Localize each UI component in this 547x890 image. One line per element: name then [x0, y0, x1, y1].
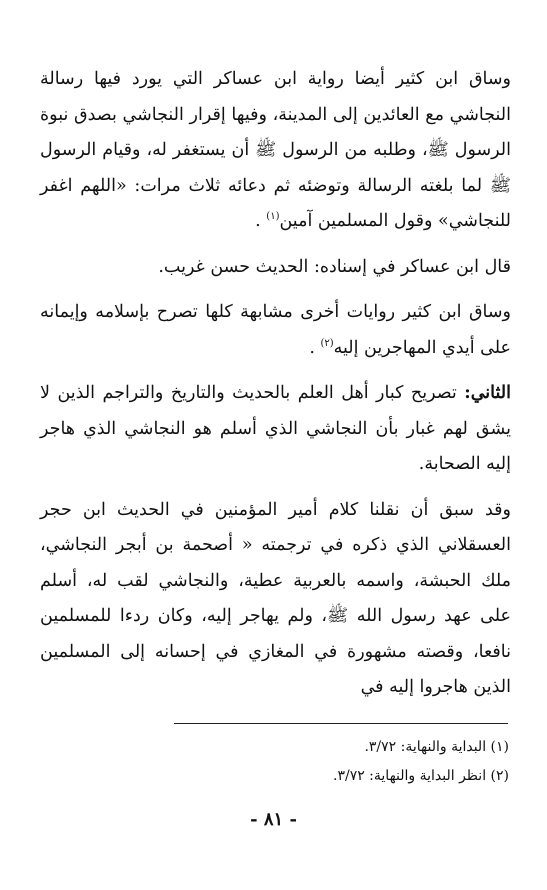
paragraph-1 [40, 62, 511, 240]
footnote-ref-1[interactable]: (١) [266, 211, 280, 223]
footnote-2: (٢) انظر البداية والنهاية: ٣/٧٢. [333, 768, 509, 784]
paragraph-2-text: قال ابن عساكر في إسناده: الحديث حسن غريب. [158, 256, 511, 277]
footnote-ref-2[interactable]: (٢) [320, 337, 334, 349]
page-number: - ٨١ - [250, 809, 297, 830]
paragraph-2 [40, 250, 511, 286]
footnote-1: (١) البداية والنهاية: ٣/٧٢. [364, 739, 509, 755]
paragraph-4 [40, 376, 511, 483]
paragraph-3-tail: . [309, 337, 321, 358]
main-text [40, 62, 511, 716]
footnotes [40, 733, 509, 791]
paragraph-4-text: تصريح كبار أهل العلم بالحديث والتاريخ والتراجم الذين لا يشق لهم غبار بأن النجاشي الذي أسلم هو النجاشي الذي هاجر إليه الصحابة. [40, 383, 511, 474]
paragraph-1-text: وساق ابن كثير أيضا رواية ابن عساكر التي يورد فيها رسالة النجاشي مع العائدين إلى المدينة، وفيها إقرار النجاشي بصدق نبوة الرسول ﷺ، وطلبه من الرسول ﷺ أن يستغفر له، وقيام الرسول ﷺ لما بلغته الرسالة وتوضئه ثم دعائه ثلاث مرات: «اللهم اغفر للنجاشي» وقول المسلمين آمين [40, 69, 511, 231]
paragraph-3 [40, 295, 511, 366]
paragraph-5-text: وقد سبق أن نقلنا كلام أمير المؤمنين في الحديث ابن حجر العسقلاني الذي ذكره في ترجمته « أصحمة بن أبجر النجاشي، ملك الحبشة، واسمه بالعربية عطية، والنجاشي لقب له، أسلم على عهد رسول الله ﷺ، ولم يهاجر إليه، وكان ردءا للمسلمين نافعا، وقصته مشهورة في المغازي في إحسانه إلى المسلمين الذين هاجروا إليه في [40, 499, 511, 697]
paragraph-4-lead: الثاني: [464, 383, 511, 403]
paragraph-5 [40, 493, 511, 706]
paragraph-1-tail: . [255, 211, 267, 231]
footnote-divider [174, 723, 508, 724]
paragraph-3-text: وساق ابن كثير روايات أخرى مشابهة كلها تصرح بإسلامه وإيمانه على أيدي المهاجرين إليه [40, 302, 511, 358]
